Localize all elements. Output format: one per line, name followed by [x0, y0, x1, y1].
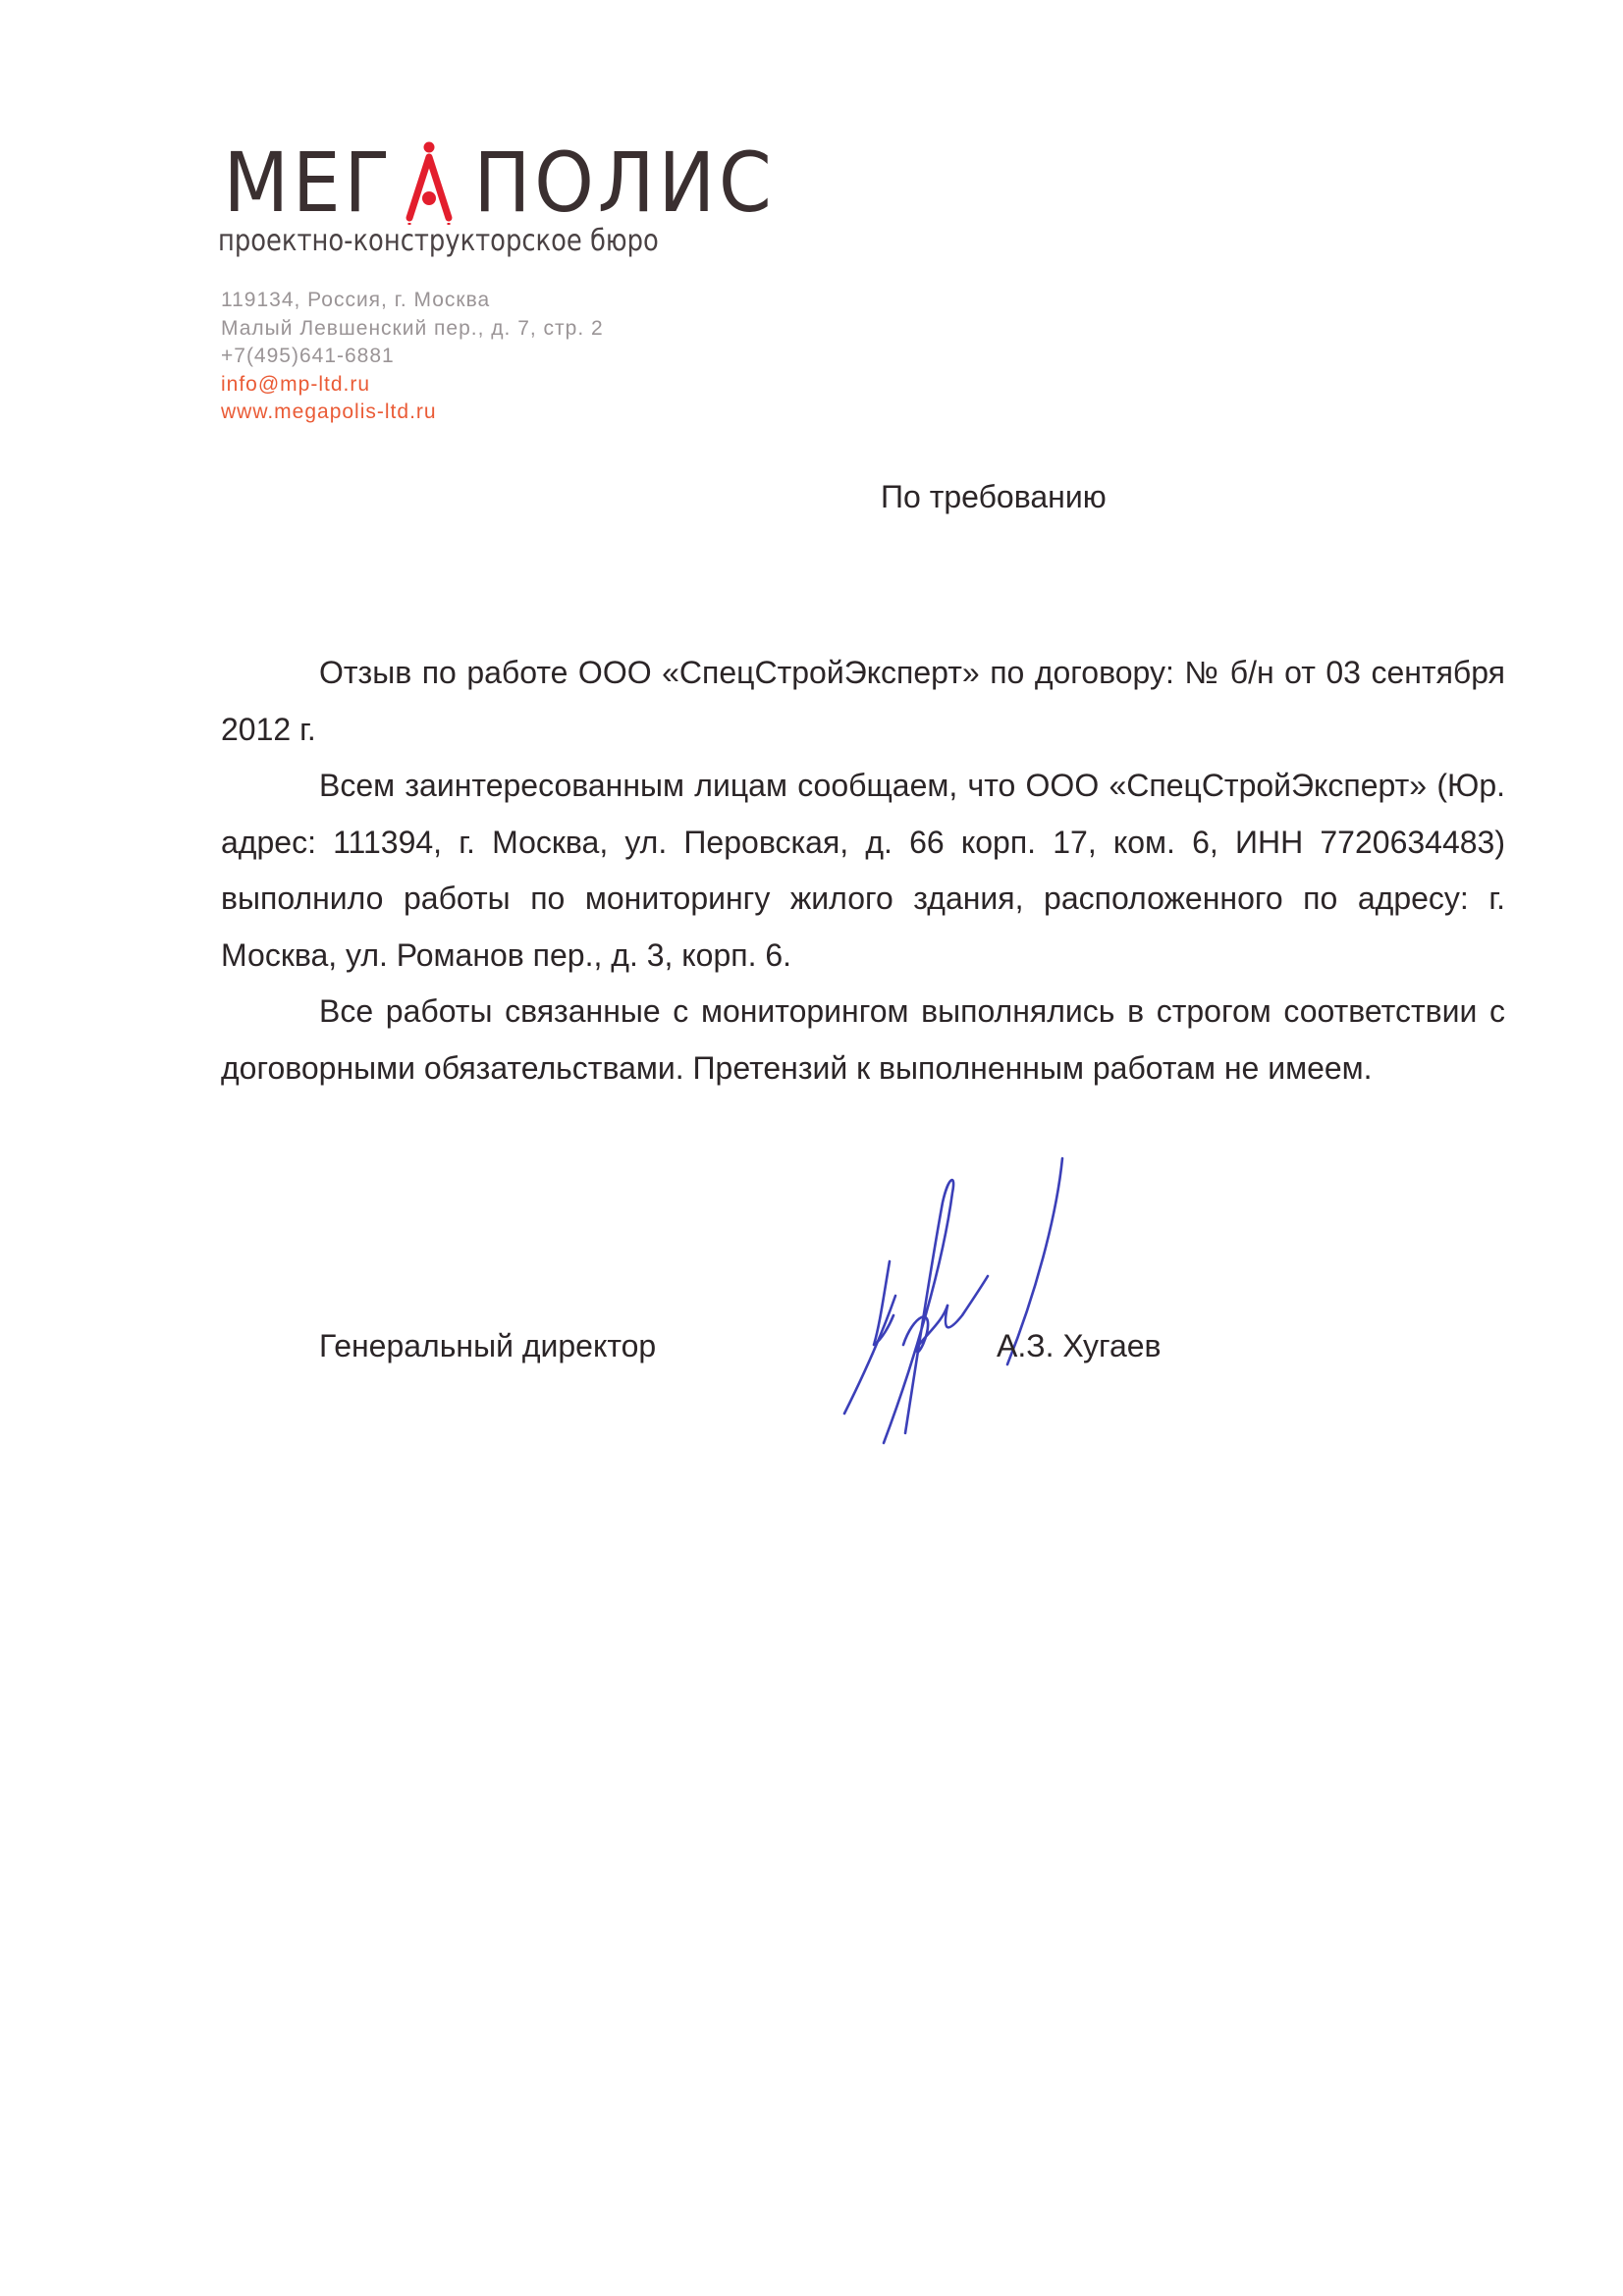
logo-wordmark — [216, 133, 788, 231]
addressee-heading: По требованию — [881, 479, 1107, 514]
signatory-name: А.З. Хугаев — [997, 1328, 1162, 1363]
body-paragraph: Всем заинтересованным лицам сообщаем, что ООО «СпецСтройЭксперт» (Юр. адрес: 111394, г. Москва, ул. Перовская, д. 66 корп. 17, ком. 6, ИНН 7720634483) выполнило работы по мониторингу жилого здания, расположенного по адресу: г. Москва, ул. Романов пер., д. 3, корп. 6. — [221, 768, 1505, 973]
body-paragraph: Отзыв по работе ООО «СпецСтройЭксперт» по договору: № б/н от 03 сентября 2012 г. — [221, 655, 1505, 747]
company-contacts — [221, 287, 604, 427]
logo-subtitle: проектно-конструкторское бюро — [218, 224, 659, 258]
website-link[interactable]: www.megapolis-ltd.ru — [221, 400, 437, 423]
compass-a-icon — [404, 139, 455, 230]
handwritten-signature — [825, 1148, 1080, 1472]
letter-body — [221, 645, 1505, 1096]
phone-number: +7(495)641-6881 — [221, 345, 395, 367]
logo-text-suffix: ПОЛИС — [473, 134, 776, 231]
email-link[interactable]: info@mp-ltd.ru — [221, 372, 371, 396]
logo-text-prefix: МЕГ — [223, 134, 395, 231]
address-line-1: 119134, Россия, г. Москва — [221, 289, 491, 311]
address-line-2: Малый Левшенский пер., д. 7, стр. 2 — [221, 316, 604, 340]
signatory-title: Генеральный директор — [319, 1328, 657, 1363]
company-logo — [216, 134, 788, 231]
body-paragraph: Все работы связанные с мониторингом выполнялись в строгом соответствии с договорными обязательствами. Претензий к выполненным работам не имеем. — [221, 993, 1505, 1086]
